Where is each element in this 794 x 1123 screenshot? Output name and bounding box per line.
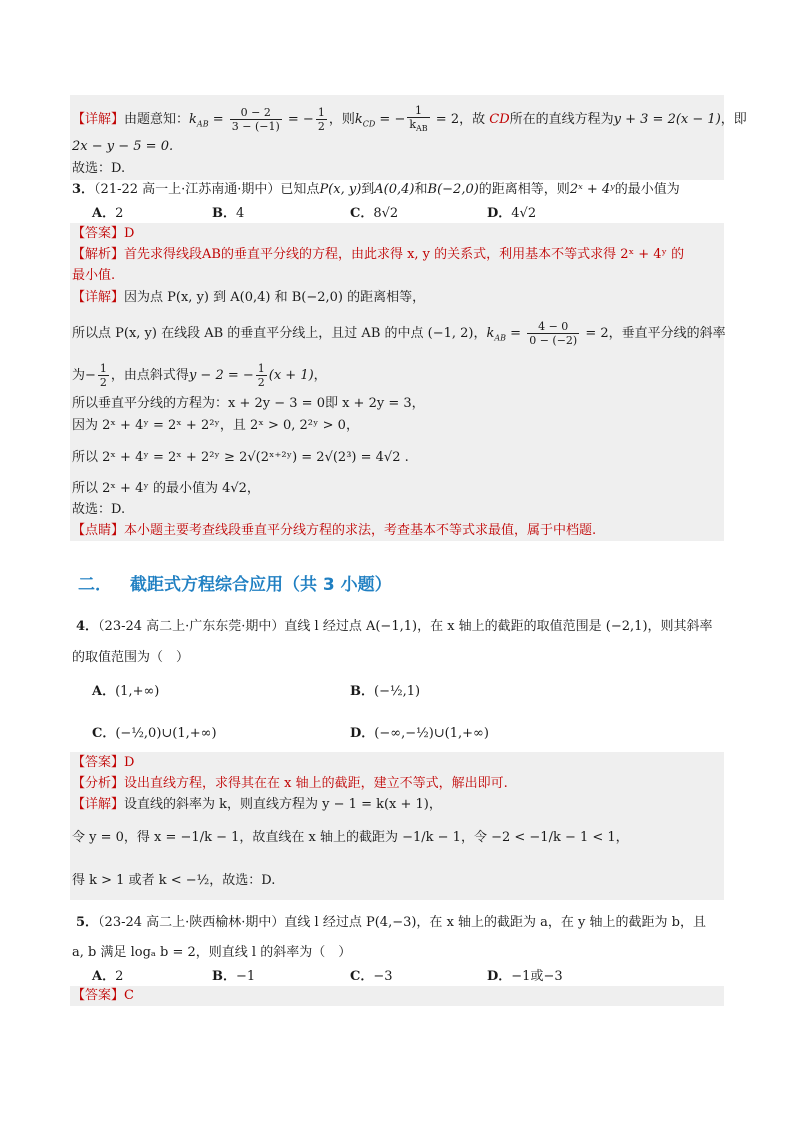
q3-choose: 故选：D.	[72, 502, 126, 517]
q4-detail-2: 令 y = 0，得 x = −1/k − 1，故直线在 x 轴上的截距为 −1/k − 1，令 −2 < −1/k − 1 < 1，	[72, 830, 629, 845]
q3-detail-5: 因为 2ˣ + 4ʸ = 2ˣ + 2²ʸ，且 2ˣ > 0, 2²ʸ > 0，	[72, 418, 359, 433]
q3-detail-4: 所以垂直平分线的方程为：x + 2y − 3 = 0即 x + 2y = 3，	[72, 396, 425, 411]
q4-detail-3: 得 k > 1 或者 k < −½，故选：D.	[72, 873, 276, 888]
q3-analysis-2: 最小值.	[72, 268, 116, 283]
section-heading: 二． 截距式方程综合应用（共 3 小题）	[78, 575, 392, 595]
q4-option-c: C．(−½,0)∪(1,+∞)	[92, 726, 217, 741]
q2-detail-line2: 2x − y − 5 = 0.	[72, 139, 174, 154]
q5-option-a: A．2	[92, 969, 124, 984]
q3-detail-1: 【详解】因为点 P(x, y) 到 A(0,4) 和 B(−2,0) 的距离相等，	[72, 290, 426, 305]
q2-detail-line1: 【详解】由题意知：$k_{AB}$ = $\frac{0 - 2}{3 - (-1)}$ = − $\frac{1}{2}$ ，则$k_{CD}$ = − $\frac{1}{k_{AB}}$ = 2，故 CD所在的直线方程为y + 3 = 2(x − 1)，即	[72, 104, 747, 134]
q3-detail-2: 所以点 P(x, y) 在线段 AB 的垂直平分线上，且过 AB 的中点 (−1, 2)，$k_{AB}$ = $\frac{4 - 0}{0 - (-2)}$ = 2，垂直平分线的斜率	[72, 320, 726, 347]
q3-option-b: B．4	[212, 206, 245, 221]
q3-answer: 【答案】D	[72, 226, 135, 241]
q3-comment: 【点睛】本小题主要考查线段垂直平分线方程的求法，考查基本不等式求最值，属于中档题.	[72, 523, 597, 538]
q4-option-d: D．(−∞,−½)∪(1,+∞)	[350, 726, 489, 741]
q5-answer: 【答案】C	[72, 988, 134, 1003]
q5-option-c: C．−3	[350, 969, 393, 984]
q3-detail-7: 所以 2ˣ + 4ʸ 的最小值为 4√2，	[72, 481, 260, 496]
q5-option-b: B．−1	[212, 969, 256, 984]
q3-option-c: C．8√2	[350, 206, 399, 221]
q3-option-a: A．2	[92, 206, 124, 221]
q4-stem-1: 4．（23-24 高二上·广东东莞·期中）直线 l 经过点 A(−1,1)，在 x 轴上的截距的取值范围是 (−2,1)，则其斜率	[76, 619, 713, 634]
q4-detail-1: 【详解】设直线的斜率为 k，则直线方程为 y − 1 = k(x + 1)，	[72, 797, 442, 812]
q4-analysis: 【分析】设出直线方程，求得其在在 x 轴上的截距，建立不等式，解出即可.	[72, 776, 508, 791]
q3-detail-6: 所以 2ˣ + 4ʸ = 2ˣ + 2²ʸ ≥ 2√(2ˣ⁺²ʸ) = 2√(2³) = 4√2 .	[72, 450, 409, 465]
q4-option-a: A．(1,+∞)	[92, 684, 160, 699]
q4-option-b: B．(−½,1)	[350, 684, 421, 699]
q5-option-d: D．−1或−3	[487, 969, 563, 984]
q3-detail-3: 为− $\frac{1}{2}$ ，由点斜式得y − 2 = − $\frac{1}{2}$ (x + 1)，	[72, 362, 327, 389]
q4-stem-2: 的取值范围为（ ）	[72, 650, 190, 665]
q4-answer: 【答案】D	[72, 755, 135, 770]
q5-answer-band	[70, 986, 724, 1006]
q3-analysis: 【解析】首先求得线段AB的垂直平分线的方程，由此求得 x, y 的关系式，利用基本不等式求得 2ˣ + 4ʸ 的	[72, 247, 685, 262]
q5-stem-2: a, b 满足 logₐ b = 2，则直线 l 的斜率为（ ）	[72, 945, 352, 960]
q2-choose: 故选：D.	[72, 161, 126, 176]
q3-stem: 3．（21-22 高一上·江苏南通·期中）已知点P(x, y)到A(0,4)和B(−2,0)的距离相等，则2ˣ + 4ʸ的最小值为	[72, 182, 680, 197]
q3-option-d: D．4√2	[487, 206, 537, 221]
q5-stem-1: 5．（23-24 高二上·陕西榆林·期中）直线 l 经过点 P(4,−3)，在 x 轴上的截距为 a，在 y 轴上的截距为 b，且	[76, 915, 706, 930]
